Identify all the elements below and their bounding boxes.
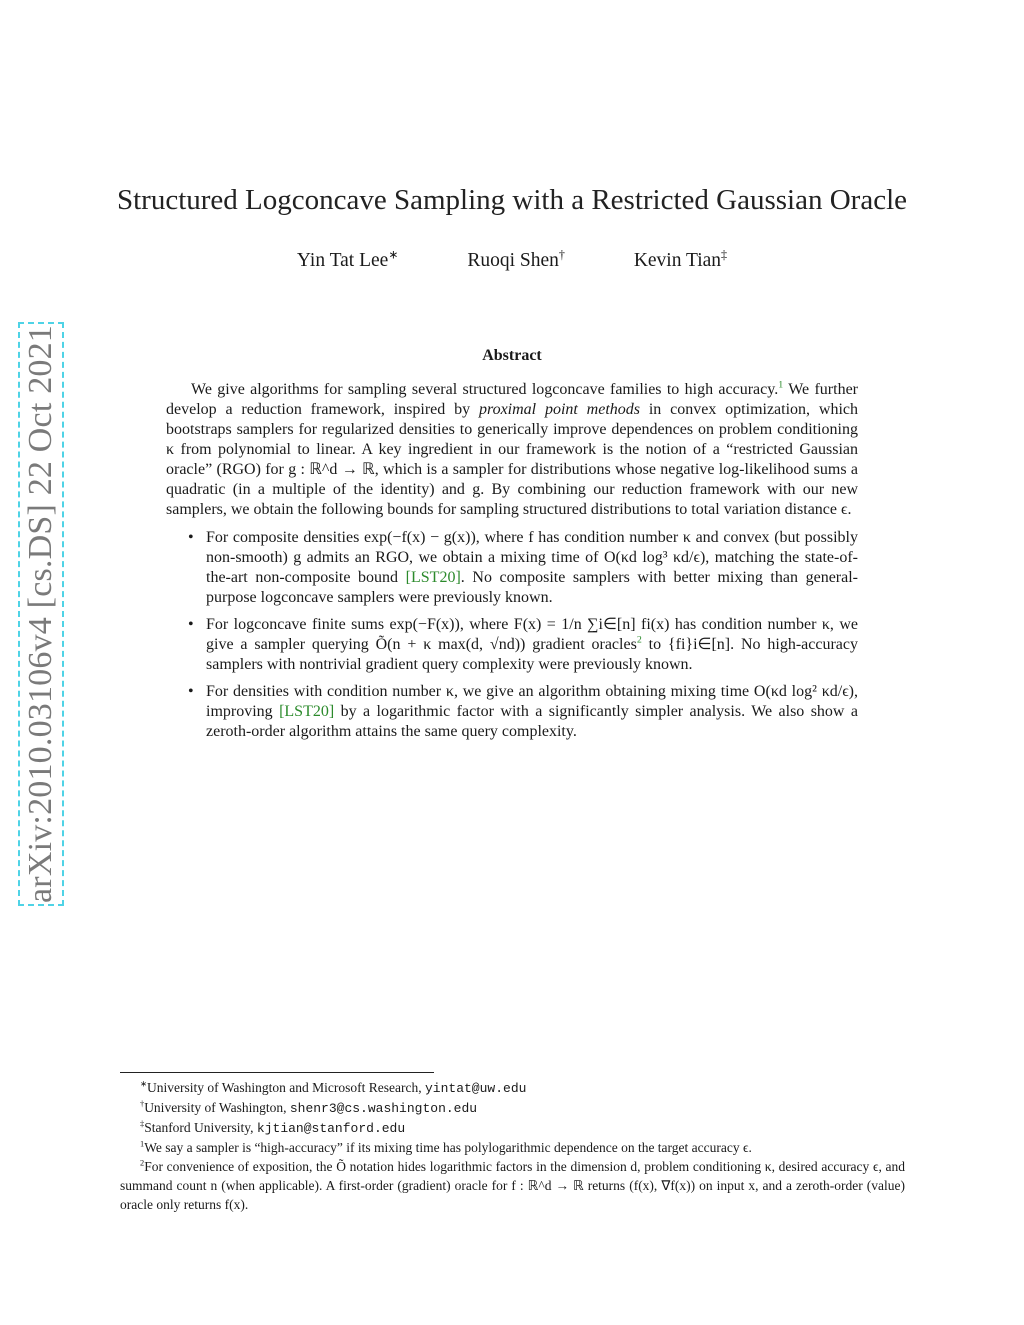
footnote-mark: 1: [140, 1139, 145, 1149]
footnote-mark: ∗: [140, 1079, 148, 1089]
abstract-heading: Abstract: [482, 347, 542, 364]
footnote-mark: ‡: [140, 1119, 145, 1129]
footnote: [120, 1157, 905, 1214]
result-text: to {fi}i∈[n]. No high-accuracy samplers with nontrivial gradient query complexity were previously known.: [206, 636, 858, 673]
author: [296, 247, 399, 272]
author-list: [0, 247, 1024, 272]
author-name: Kevin Tian: [633, 250, 722, 271]
bullet-icon: •: [188, 616, 194, 633]
author: [467, 247, 565, 272]
footnote-mark: †: [140, 1099, 145, 1109]
abstract-emphasis: proximal point methods: [478, 401, 641, 418]
author: [633, 247, 728, 272]
footnote-ref[interactable]: 2: [636, 634, 642, 646]
footnote-text: University of Washington,: [144, 1100, 290, 1115]
result-item: [166, 615, 858, 675]
abstract-text: We further develop a reduction framework, inspired by: [166, 381, 858, 418]
paper-title: Structured Logconcave Sampling with a Restricted Gaussian Oracle: [116, 184, 907, 216]
email-link[interactable]: shenr3@cs.washington.edu: [289, 1101, 478, 1116]
footnote-divider: [120, 1072, 434, 1073]
bullet-icon: •: [188, 529, 194, 546]
result-item: [166, 682, 858, 742]
email-link[interactable]: kjtian@stanford.edu: [256, 1121, 406, 1136]
footnote-ref[interactable]: 1: [778, 379, 784, 391]
footnote: [120, 1138, 905, 1157]
author-name: Yin Tat Lee: [296, 250, 389, 271]
arxiv-stamp-text: arXiv:2010.03106v4 [cs.DS] 22 Oct 2021: [22, 325, 60, 903]
result-text: For logconcave finite sums exp(−F(x)), where F(x) = 1/n ∑i∈[n] fi(x) has condition number κ, we give a sampler querying Õ(n + κ max(d, √nd)) gradient oracles: [206, 616, 858, 653]
footnote-text: Stanford University,: [144, 1120, 257, 1135]
result-text: For densities with condition number κ, we give an algorithm obtaining mixing time O(κd log² κd/ϵ), improving: [206, 683, 858, 720]
citation-link[interactable]: [LST20]: [405, 569, 461, 586]
abstract-paragraph: [166, 380, 858, 520]
footnote-mark: 2: [140, 1158, 145, 1168]
result-text: For composite densities exp(−f(x) − g(x)), where f has condition number κ and convex (but possibly non-smooth) g admits an RGO, we obtain a mixing time of O(κd log³ κd/ϵ), matching the state-of-the-art non-composite bound: [206, 529, 858, 586]
arxiv-stamp[interactable]: [18, 322, 64, 906]
result-text: by a logarithmic factor with a significantly simpler analysis. We also show a zeroth-order algorithm attains the same query complexity.: [206, 703, 858, 740]
author-mark[interactable]: †: [558, 247, 565, 262]
author-mark[interactable]: ∗: [388, 247, 399, 262]
result-text: . No composite samplers with better mixing than general-purpose logconcave samplers were previously known.: [206, 569, 858, 606]
footnote: [120, 1118, 905, 1138]
email-link[interactable]: yintat@uw.edu: [425, 1081, 527, 1096]
author-name: Ruoqi Shen: [467, 250, 559, 271]
author-mark[interactable]: ‡: [721, 247, 728, 262]
result-item: [166, 528, 858, 608]
footnote-text: For convenience of exposition, the Õ notation hides logarithmic factors in the dimension d, problem conditioning κ, desired accuracy ϵ, and summand count n (when applicable). A first-order (gradient) oracle for f : ℝ^d → ℝ returns (f(x), ∇f(x)) on input x, and a zeroth-order (value) oracle only returns f(x).: [120, 1159, 905, 1212]
citation-link[interactable]: [LST20]: [279, 703, 335, 720]
footnote: [120, 1098, 905, 1118]
abstract-text: in convex optimization, which bootstraps samplers for regularized densities to generically improve dependences on problem conditioning κ from polynomial to linear. A key ingredient in our framework is the notion of a “restricted Gaussian oracle” (RGO) for g : ℝ^d → ℝ, which is a sampler for distributions whose negative log-likelihood sums a quadratic (in a multiple of the identity) and g. By combining our reduction framework with our new samplers, we obtain the following bounds for sampling structured distributions to total variation distance ϵ.: [166, 401, 858, 518]
abstract-text: We give algorithms for sampling several structured logconcave families to high accuracy.: [191, 381, 779, 398]
abstract-body: [166, 380, 858, 749]
footnote-text: University of Washington and Microsoft Research,: [147, 1080, 425, 1095]
footnote: [120, 1078, 905, 1098]
footnote-text: We say a sampler is “high-accuracy” if its mixing time has polylogarithmic dependence on the target accuracy ϵ.: [144, 1140, 752, 1155]
footnotes: [120, 1078, 905, 1214]
bullet-icon: •: [188, 683, 194, 700]
result-list: [166, 528, 858, 742]
